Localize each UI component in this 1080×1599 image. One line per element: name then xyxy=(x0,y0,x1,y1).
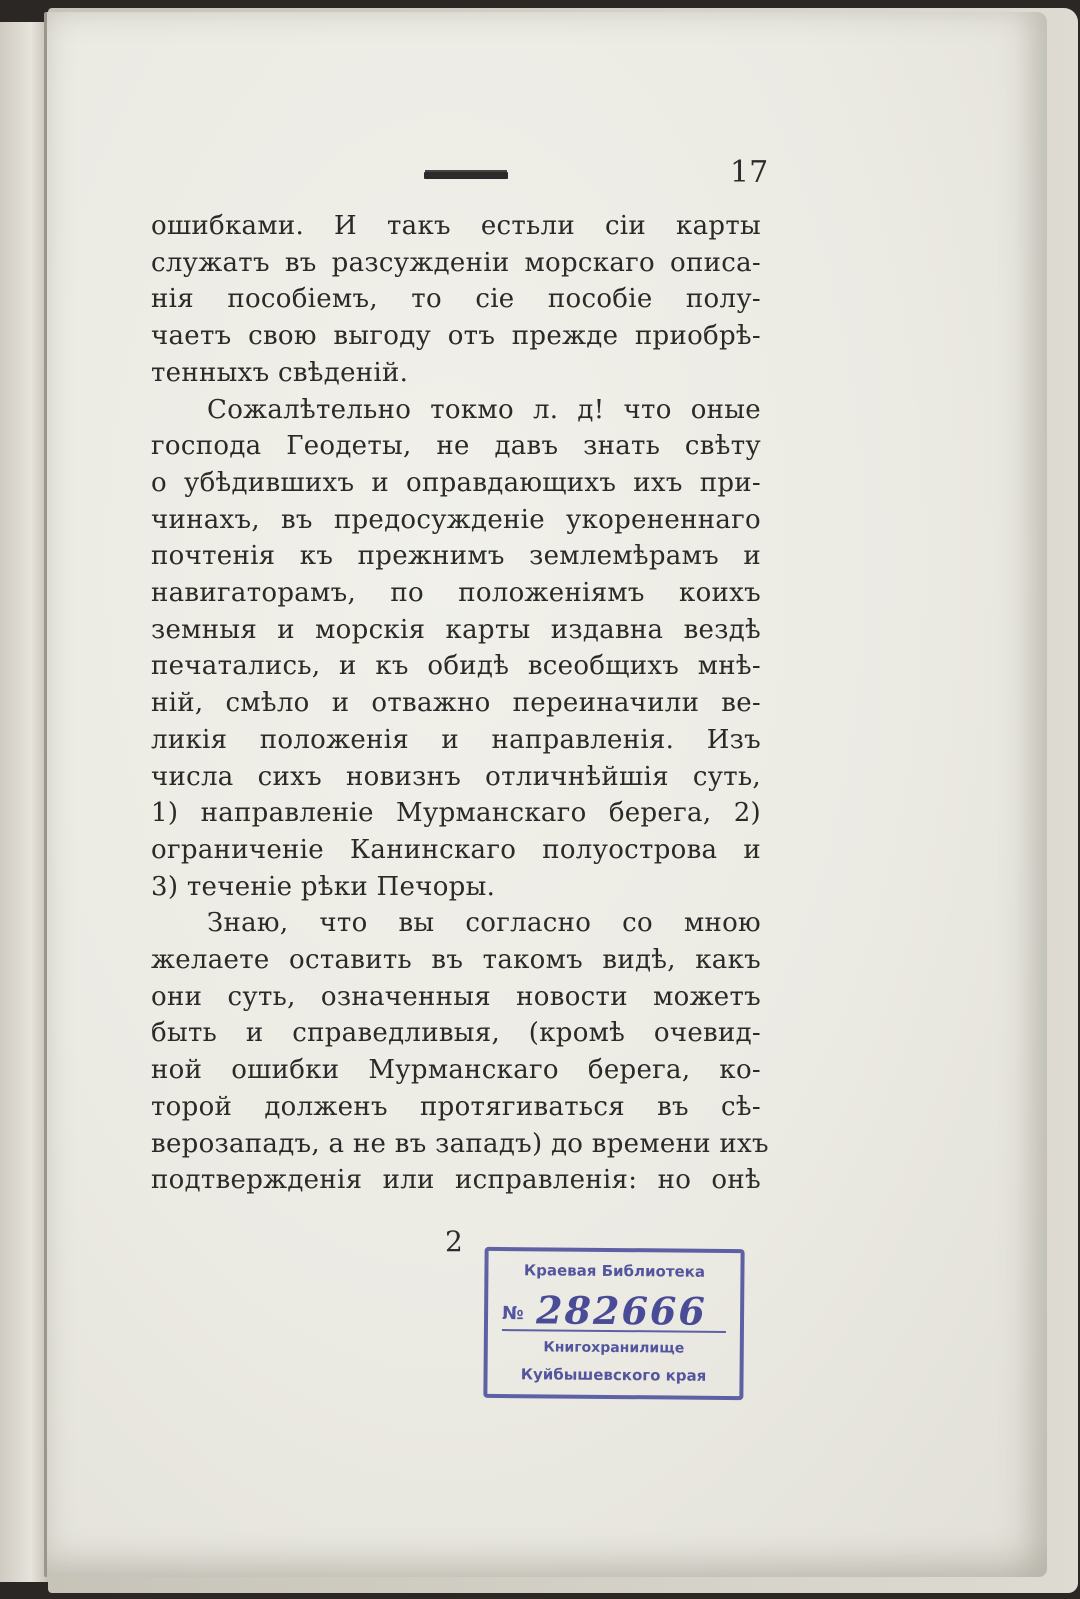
text-line: верозападъ, а не въ западъ) до времени ихъ xyxy=(151,1128,769,1159)
text-line: быть и справедливыя, (кромѣ очевид- xyxy=(151,1018,761,1049)
page-number: 17 xyxy=(730,155,769,190)
text-line: тенныхъ свѣденій. xyxy=(151,357,409,388)
text-line: желаете оставить въ такомъ видѣ, какъ xyxy=(151,945,761,976)
text-line: чинахъ, въ предосужденіе укорененнаго xyxy=(151,504,761,535)
text-line: земныя и морскія карты издавна вездѣ xyxy=(151,614,761,645)
text-line: подтвержденія или исправленія: но онѣ xyxy=(151,1165,761,1196)
text-line: ошибками. И такъ естьли сіи карты xyxy=(151,211,761,241)
stamp-number-label: № xyxy=(501,1303,524,1325)
text-line: торой долженъ протягиваться въ сѣ- xyxy=(151,1091,761,1122)
text-line: печатались, и къ обидѣ всеобщихъ мнѣ- xyxy=(151,651,761,682)
text-line: почтенія къ прежнимъ землемѣрамъ и xyxy=(151,541,761,572)
text-line: навигаторамъ, по положеніямъ коихъ xyxy=(151,578,761,609)
header-rule xyxy=(424,172,508,179)
stamp-number-row xyxy=(502,1289,726,1333)
text-line: Сожалѣтельно токмо л. д! что оныe xyxy=(207,394,761,425)
stamp-library-name: Краевая Библиотека xyxy=(523,1261,706,1281)
stamp-region: Куйбышевского края xyxy=(520,1365,707,1385)
library-stamp xyxy=(483,1247,744,1400)
text-line: служатъ въ разсужденіи морскаго описа- xyxy=(151,247,761,278)
text-line: господа Геодеты, не давъ знать свѣту xyxy=(151,431,761,462)
signature-mark: 2 xyxy=(445,1225,463,1258)
text-line: ограниченіе Канинскаго полуострова и xyxy=(151,834,761,865)
text-line: ной ошибки Мурманскаго берега, ко- xyxy=(151,1055,761,1086)
text-line: 1) направленіе Мурманскаго берега, 2) xyxy=(151,798,761,829)
text-line: они суть, означенныя новости можетъ xyxy=(151,981,761,1012)
text-line: о убѣдившихъ и оправдающихъ ихъ при- xyxy=(151,467,761,498)
text-line: числа сихъ новизнъ отличнѣйшія суть, xyxy=(151,761,761,792)
text-line: ликія положенія и направленія. Изъ xyxy=(151,724,761,755)
text-line: чаетъ свою выгоду отъ прежде приобрѣ- xyxy=(151,321,761,352)
text-line: 3) теченіе рѣки Печоры. xyxy=(151,871,496,902)
body-text xyxy=(151,208,769,1199)
text-line: Знаю, что вы согласно со мною xyxy=(207,908,761,939)
text-line: нія пособіемъ, то сіе пособіе полу- xyxy=(151,284,761,315)
stamp-depository: Книгохранилище xyxy=(543,1339,685,1357)
stamp-inventory-number: 282666 xyxy=(535,1287,707,1334)
text-line: ній, смѣло и отважно переиначили ве- xyxy=(151,688,761,719)
